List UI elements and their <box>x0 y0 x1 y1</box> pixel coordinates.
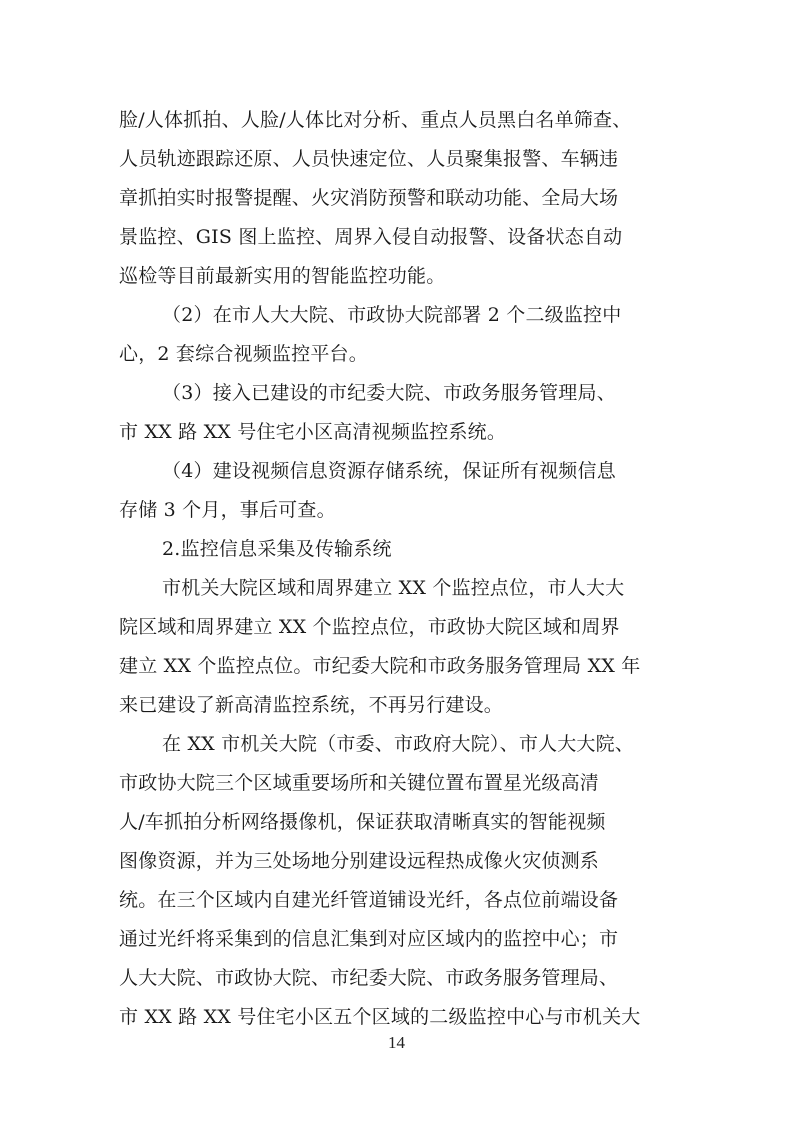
body-text-line: 通过光纤将采集到的信息汇集到对应区域内的监控中心；市 <box>119 928 619 950</box>
body-text-line: 人员轨迹跟踪还原、人员快速定位、人员聚集报警、车辆违 <box>119 148 619 170</box>
page-number: 14 <box>388 1033 405 1052</box>
body-text-line: 章抓拍实时报警提醒、火灾消防预警和联动功能、全局大场 <box>119 187 619 209</box>
body-text-line: 在 XX 市机关大院（市委、市政府大院）、市人大大院、 <box>162 733 635 755</box>
section-heading: 2.监控信息采集及传输系统 <box>162 538 392 560</box>
body-text-line: 景监控、GIS 图上监控、周界入侵自动报警、设备状态自动 <box>119 226 623 248</box>
body-text-line: 来已建设了新高清监控系统，不再另行建设。 <box>119 694 504 716</box>
body-text-line: 院区域和周界建立 XX 个监控点位，市政协大院区域和周界 <box>119 616 620 638</box>
body-text-line: （2）在市人大大院、市政协大院部署 2 个二级监控中 <box>162 304 622 326</box>
body-text-line: 市机关大院区域和周界建立 XX 个监控点位，市人大大 <box>162 577 625 599</box>
body-text-line: 人/车抓拍分析网络摄像机，保证获取清晰真实的智能视频 <box>119 811 606 833</box>
body-text-line: （4）建设视频信息资源存储系统，保证所有视频信息 <box>162 460 616 482</box>
body-text-line: 人大大院、市政协大院、市纪委大院、市政务服务管理局、 <box>119 967 619 989</box>
body-text-line: 市 XX 路 XX 号住宅小区五个区域的二级监控中心与市机关大 <box>119 1006 641 1028</box>
body-text-line: 建立 XX 个监控点位。市纪委大院和市政务服务管理局 XX 年 <box>119 655 641 677</box>
body-text-line: （3）接入已建设的市纪委大院、市政务服务管理局、 <box>162 382 616 404</box>
body-text-line: 统。在三个区域内自建光纤管道铺设光纤，各点位前端设备 <box>119 889 619 911</box>
body-text-line: 心，2 套综合视频监控平台。 <box>119 343 368 365</box>
body-text-line: 巡检等目前最新实用的智能监控功能。 <box>119 265 446 287</box>
body-text-line: 图像资源，并为三处场地分别建设远程热成像火灾侦测系 <box>119 850 600 872</box>
body-text-line: 市政协大院三个区域重要场所和关键位置布置星光级高清 <box>119 772 600 794</box>
body-text-line: 市 XX 路 XX 号住宅小区高清视频监控系统。 <box>119 421 507 443</box>
body-text-line: 脸/人体抓拍、人脸/人体比对分析、重点人员黑白名单筛查、 <box>119 109 632 131</box>
body-text-line: 存储 3 个月，事后可查。 <box>119 499 336 521</box>
